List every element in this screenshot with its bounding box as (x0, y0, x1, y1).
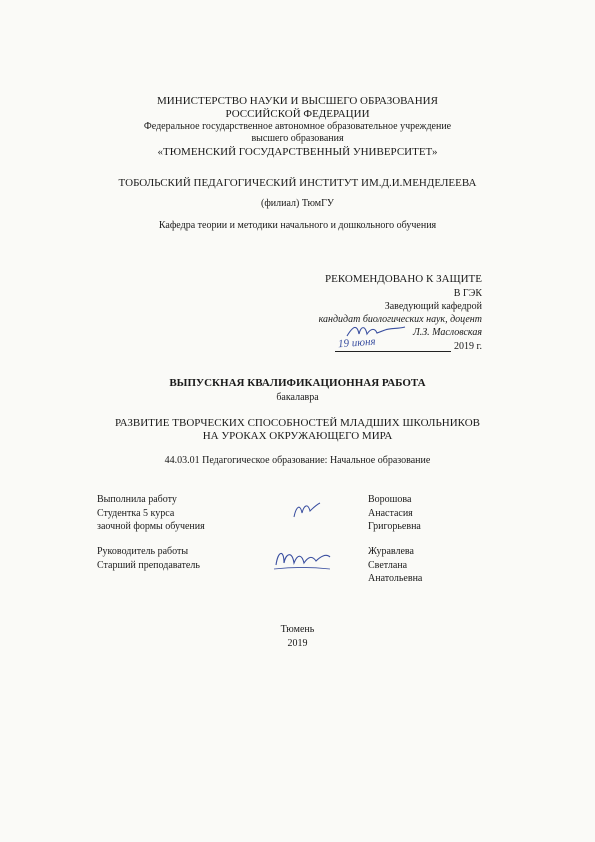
author-signature (290, 499, 324, 526)
institute-branch: (филиал) ТюмГУ (261, 198, 334, 209)
head-name: Л.З. Масловская (412, 327, 482, 338)
supervisor-name (368, 545, 422, 586)
supervisor-signature (272, 545, 334, 578)
city: Тюмень (280, 624, 315, 635)
commission-label: В ГЭК (453, 288, 482, 299)
year: 2019 (287, 638, 308, 649)
author-first-name: Анастасия (368, 507, 413, 519)
work-type: ВЫПУСКНАЯ КВАЛИФИКАЦИОННАЯ РАБОТА (169, 377, 426, 389)
department-name: Кафедра теории и методики начального и дошкольного обучения (158, 220, 437, 231)
supervisor-first-name: Светлана (368, 559, 408, 571)
institution-type-line2: высшего образования (251, 133, 344, 144)
supervisor-surname: Журавлева (368, 546, 414, 557)
approval-year: 2019 г. (454, 341, 482, 352)
head-title: Заведующий кафедрой (384, 301, 482, 312)
work-title-line2: НА УРОКАХ ОКРУЖАЮЩЕГО МИРА (202, 430, 393, 442)
work-title-line1: РАЗВИТИЕ ТВОРЧЕСКИХ СПОСОБНОСТЕЙ МЛАДШИХ ШКОЛЬНИКОВ (114, 417, 481, 429)
head-degree: кандидат биологических наук, доцент (318, 314, 482, 325)
university-name: «ТЮМЕНСКИЙ ГОСУДАРСТВЕННЫЙ УНИВЕРСИТЕТ» (157, 146, 438, 158)
work-level: бакалавра (276, 392, 319, 403)
author-patronymic: Григорьевна (368, 521, 421, 532)
institute-name: ТОБОЛЬСКИЙ ПЕДАГОГИЧЕСКИЙ ИНСТИТУТ ИМ.Д.И.МЕНДЕЛЕЕВА (118, 177, 477, 189)
handwritten-date: 19 июня (337, 335, 376, 351)
ministry-line1: МИНИСТЕРСТВО НАУКИ И ВЫСШЕГО ОБРАЗОВАНИЯ (157, 95, 438, 107)
supervisor-role-line2: Старший преподаватель (97, 559, 200, 571)
supervisor-role (97, 545, 200, 572)
specialty: 44.03.01 Педагогическое образование: Начальное образование (164, 455, 431, 466)
author-surname: Ворошова (368, 494, 412, 505)
ministry-line2: РОССИЙСКОЙ ФЕДЕРАЦИИ (225, 108, 370, 120)
author-role (97, 493, 205, 534)
recommended-label: РЕКОМЕНДОВАНО К ЗАЩИТЕ (325, 273, 482, 285)
supervisor-patronymic: Анатольевна (368, 573, 423, 584)
institution-type-line1: Федеральное государственное автономное образовательное учреждение (143, 121, 452, 132)
supervisor-role-line1: Руководитель работы (97, 546, 189, 557)
author-role-line2: Студентка 5 курса (97, 507, 175, 519)
author-role-line3: заочной формы обучения (97, 521, 205, 532)
author-name (368, 493, 421, 534)
author-role-line1: Выполнила работу (97, 494, 177, 505)
date-underline (335, 351, 451, 352)
